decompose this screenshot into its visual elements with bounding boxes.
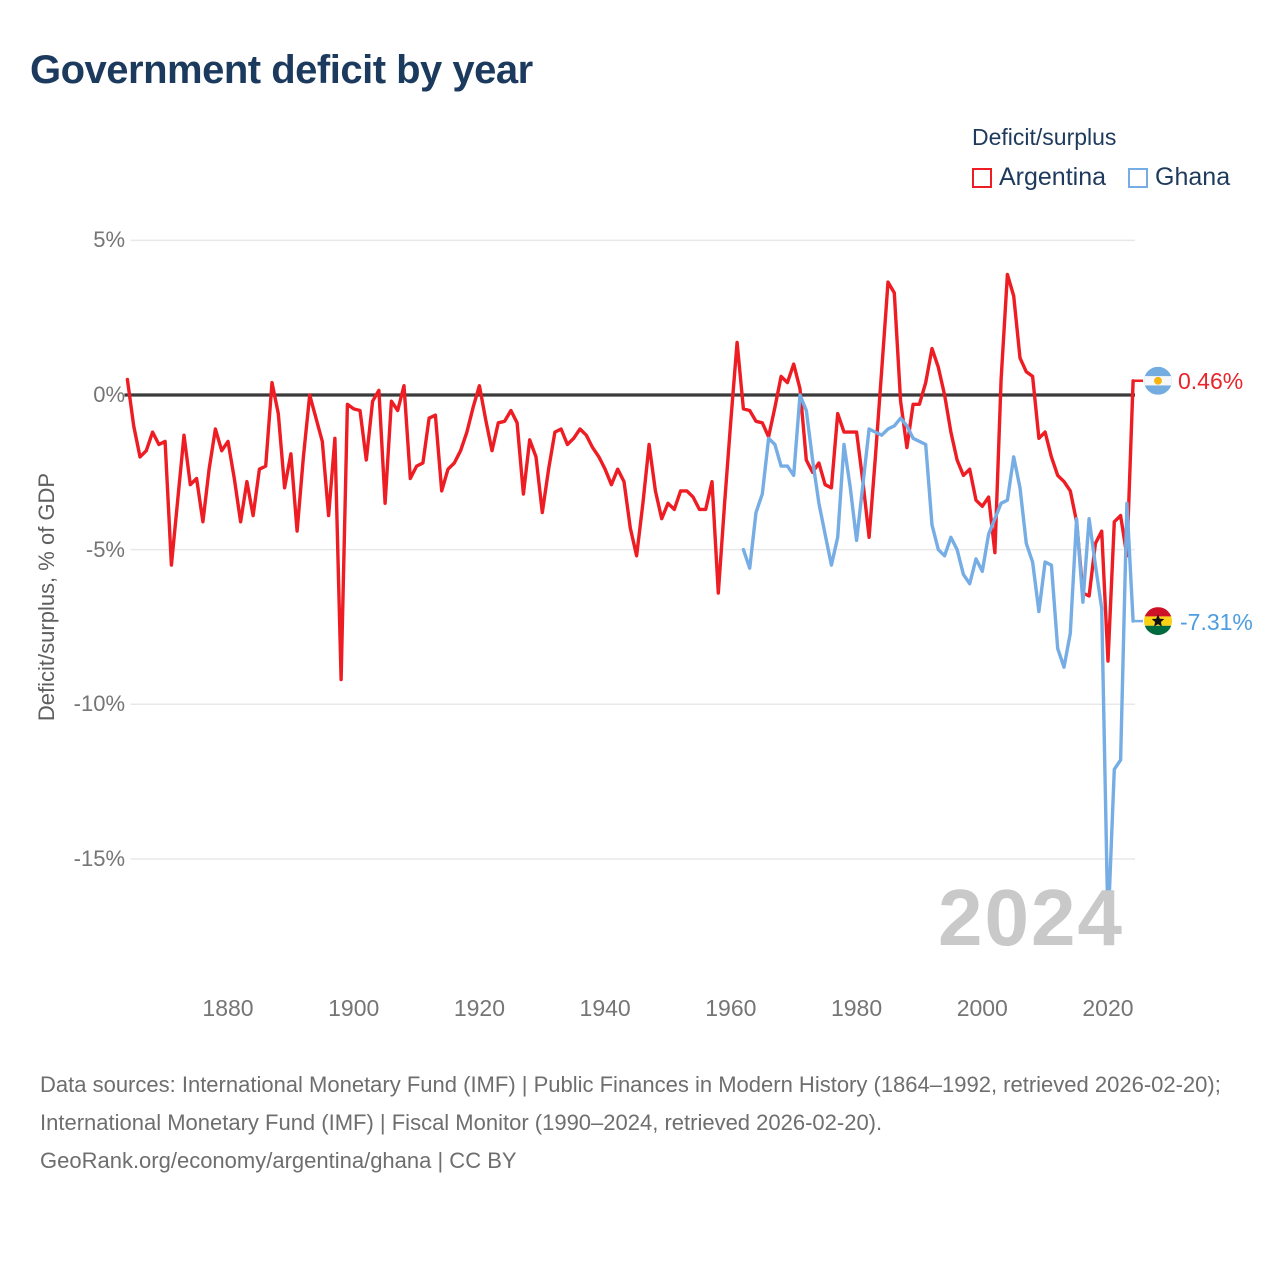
- data-sources-text: Data sources: International Monetary Fund (IMF) | Public Finances in Modern History (1864–1992, retrieved 2026-02-20); International Monetary Fund (IMF) | Fiscal Monitor (1990–2024, retrieved 2026-02-20).: [40, 1072, 1221, 1135]
- argentina-line[interactable]: [127, 274, 1133, 679]
- x-tick-1900: 1900: [328, 995, 380, 1021]
- legend-title: Deficit/surplus: [972, 124, 1117, 150]
- ghana-end-value-label: -7.31%: [1180, 609, 1253, 635]
- ghana-line[interactable]: [743, 395, 1133, 927]
- ghana-flag-icon: [1144, 607, 1172, 635]
- footer: [40, 1066, 1246, 1180]
- argentina-flag-icon: [1144, 367, 1172, 395]
- x-tick-1920: 1920: [453, 995, 505, 1021]
- x-tick-1940: 1940: [579, 995, 631, 1021]
- x-tick-2000: 2000: [956, 995, 1008, 1021]
- argentina-end-value-label: 0.46%: [1178, 368, 1244, 394]
- y-tick--15%: -15%: [73, 845, 125, 871]
- x-tick-1880: 1880: [202, 995, 254, 1021]
- x-tick-2020: 2020: [1082, 995, 1134, 1021]
- legend-label-ghana: Ghana: [1155, 163, 1231, 191]
- x-tick-1960: 1960: [705, 995, 757, 1021]
- y-tick-0%: 0%: [93, 382, 125, 407]
- y-axis-title: Deficit/surplus, % of GDP: [34, 472, 59, 722]
- y-tick-5%: 5%: [93, 227, 125, 253]
- watermark-year: 2024: [938, 873, 1124, 962]
- x-tick-1980: 1980: [830, 995, 883, 1021]
- georank-attribution-link[interactable]: GeoRank.org/economy/argentina/ghana | CC BY: [40, 1148, 517, 1173]
- legend-label-argentina: Argentina: [999, 163, 1107, 191]
- page-title: Government deficit by year: [30, 48, 533, 92]
- y-tick--10%: -10%: [73, 691, 125, 717]
- y-tick--5%: -5%: [85, 536, 125, 562]
